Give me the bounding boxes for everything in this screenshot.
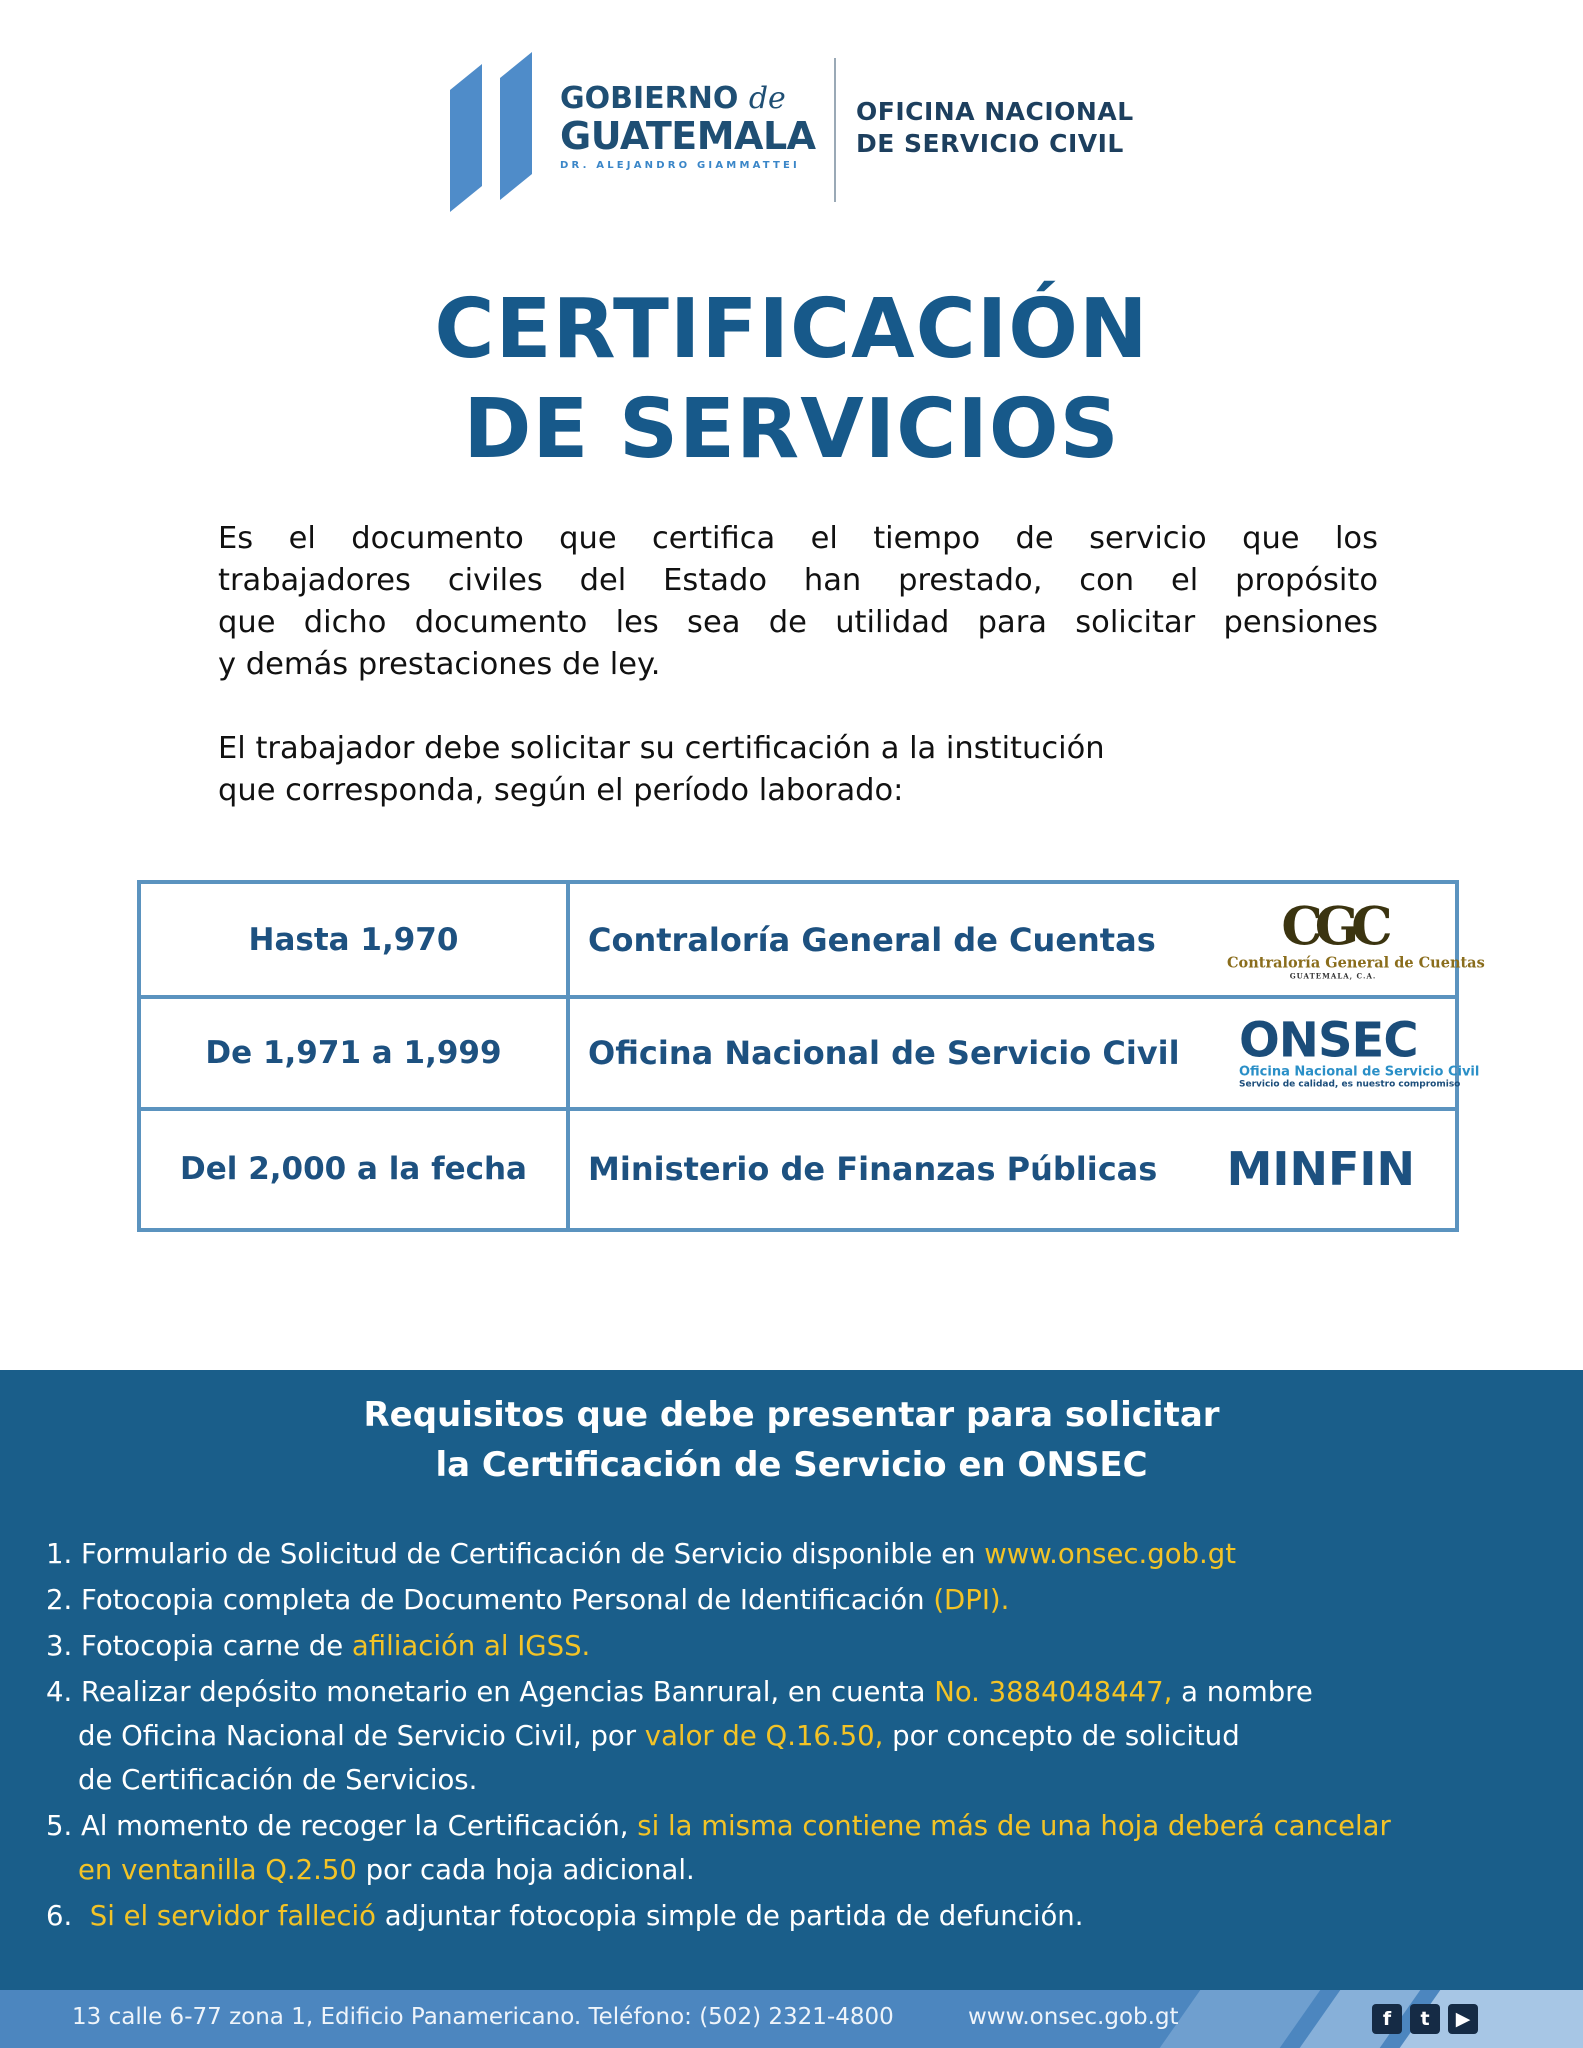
requirements-title-line1: Requisitos que debe presentar para solicitar [363,1395,1220,1435]
requirements-list [46,1532,1566,1940]
intro-text [218,518,1378,812]
list-item: 1. Formulario de Solicitud de Certificación de Servicio disponible en www.onsec.gob.gt [46,1538,1237,1570]
title-line1: CERTIFICACIÓN [434,282,1149,377]
intro-p1-line: Es el documento que certifica el tiempo de servicio que los [218,521,1378,556]
footer-decoration [1160,1990,1321,2048]
list-item: 6. Si el servidor falleció adjuntar fotocopia simple de partida de defunción. [46,1900,1084,1932]
guatemala-government-mark-icon [450,50,542,212]
cgc-logo-name: Contraloría General de Cuentas [1227,954,1485,972]
footer-decoration [1300,1990,1421,2048]
period-cell: Hasta 1,970 [139,882,568,997]
list-item: 3. Fotocopia carne de afiliación al IGSS. [46,1630,591,1662]
list-item: 5. Al momento de recoger la Certificación, si la misma contiene más de una hoja deberá cancelar en ventanilla Q.2.50 por cada hoja adicional. [46,1810,1391,1886]
institution-cell [568,997,1480,1108]
intro-p1-line: que dicho documento les sea de utilidad para solicitar pensiones [218,605,1378,640]
onsec-logo-name: Oficina Nacional de Servicio Civil [1239,1064,1480,1080]
gov-logo-line2: GUATEMALA [560,114,816,158]
requirements-panel [0,1370,1583,1990]
institution-cell [568,882,1485,997]
intro-p1-line: y demás prestaciones de ley. [218,647,661,682]
intro-p2-line: El trabajador debe solicitar su certificación a la institución [218,731,1105,766]
footer-address: 13 calle 6-77 zona 1, Edificio Panamericano. Teléfono: (502) 2321-4800 [72,2004,894,2030]
intro-paragraph-2 [218,728,1318,812]
government-logo-text [560,82,820,171]
list-item: 2. Fotocopia completa de Documento Personal de Identificación (DPI). [46,1584,1010,1616]
table-row [139,997,1457,1108]
footer-website-link[interactable]: www.onsec.gob.gt [968,2004,1179,2030]
onsec-logo [1239,1012,1480,1090]
cgc-logo [1227,896,1485,981]
onsec-logo-tagline: Servicio de calidad, es nuestro compromiso [1239,1079,1461,1090]
list-item: 4. Realizar depósito monetario en Agencias Banrural, en cuenta No. 3884048447, a nombre de Oficina Nacional de Servicio Civil, por valor de Q.16.50, por concepto de solicitud de Certificación de Servicios. [46,1676,1313,1796]
office-name [856,96,1134,160]
header [0,0,1583,230]
office-line1: OFICINA NACIONAL [856,97,1134,126]
period-cell: De 1,971 a 1,999 [139,997,568,1108]
institution-name: Contraloría General de Cuentas [588,920,1156,959]
intro-p1-line: trabajadores civiles del Estado han prestado, con el propósito [218,563,1378,598]
facebook-icon[interactable]: f [1372,2004,1402,2034]
requirements-title [0,1390,1583,1490]
minfin-logo: MINFIN [1226,1142,1415,1197]
table-row [139,882,1457,997]
institution-name: Ministerio de Finanzas Públicas [588,1150,1158,1189]
office-line2: DE SERVICIO CIVIL [856,129,1124,158]
twitter-icon[interactable]: t [1410,2004,1440,2034]
onsec-logo-mark: ONSEC [1239,1012,1418,1069]
page-title [0,280,1583,480]
youtube-icon[interactable]: ▶ [1448,2004,1478,2034]
institution-name: Oficina Nacional de Servicio Civil [588,1033,1180,1072]
header-divider [834,58,836,202]
title-line2: DE SERVICIOS [463,382,1120,477]
institutions-table [137,880,1485,1232]
intro-p2-line: que corresponda, según el período laborado: [218,773,904,808]
cgc-logo-mark: CGC [1281,896,1385,958]
cgc-logo-sub: GUATEMALA, C.A. [1289,971,1377,981]
gov-logo-line3: DR. ALEJANDRO GIAMMATTEI [560,160,800,171]
intro-paragraph-1 [218,518,1378,686]
table-row [139,1109,1457,1230]
requirement-link[interactable]: www.onsec.gob.gt [984,1538,1237,1570]
requirements-title-line2: la Certificación de Servicio en ONSEC [435,1445,1148,1485]
footer [0,1990,1583,2048]
period-cell: Del 2,000 a la fecha [139,1109,568,1230]
gov-logo-line1: GOBIERNO de [560,81,786,116]
institution-cell [568,1109,1457,1230]
